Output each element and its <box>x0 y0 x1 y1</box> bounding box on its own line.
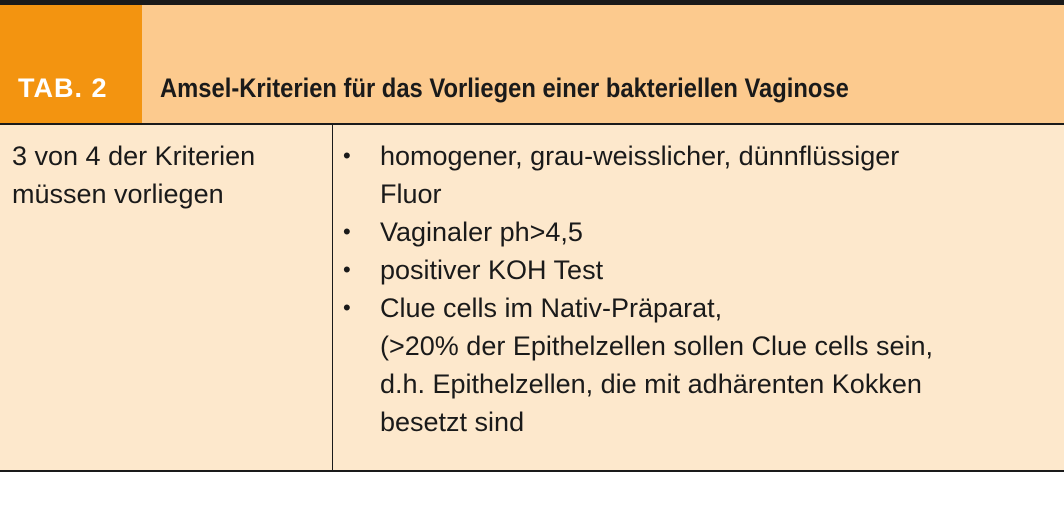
condition-line: 3 von 4 der Kriterien <box>12 141 256 171</box>
table-title: Amsel-Kriterien für das Vorliegen einer bakteriellen Vaginose <box>160 73 849 103</box>
bullet-icon: • <box>343 295 351 320</box>
criteria-list <box>340 137 1055 441</box>
criteria-line: Clue cells im Nativ-Präparat, <box>380 293 723 323</box>
criteria-item <box>340 289 1055 441</box>
criteria-line: positiver KOH Test <box>380 255 604 285</box>
bullet-icon: • <box>343 257 351 282</box>
criteria-line: (>20% der Epithelzellen sollen Clue cells sein, <box>380 331 934 361</box>
condition-line: müssen vorliegen <box>12 179 224 209</box>
tab-label: TAB. 2 <box>18 73 108 103</box>
criteria-item <box>340 213 1055 251</box>
bullet-icon: • <box>343 143 351 168</box>
bullet-icon: • <box>343 219 351 244</box>
criteria-line: d.h. Epithelzellen, die mit adhärenten Kokken <box>380 369 922 399</box>
criteria-item <box>340 251 1055 289</box>
criteria-item <box>340 137 1055 213</box>
criteria-line: Fluor <box>380 179 442 209</box>
criteria-line: homogener, grau-weisslicher, dünnflüssiger <box>380 141 900 171</box>
table-body <box>0 125 1064 470</box>
criteria-line: Vaginaler ph>4,5 <box>380 217 583 247</box>
table-header <box>0 5 1064 123</box>
column-divider <box>332 125 333 470</box>
bottom-rule <box>0 470 1064 472</box>
tab-badge <box>0 5 142 123</box>
condition-cell <box>12 137 324 213</box>
criteria-line: besetzt sind <box>380 407 525 437</box>
